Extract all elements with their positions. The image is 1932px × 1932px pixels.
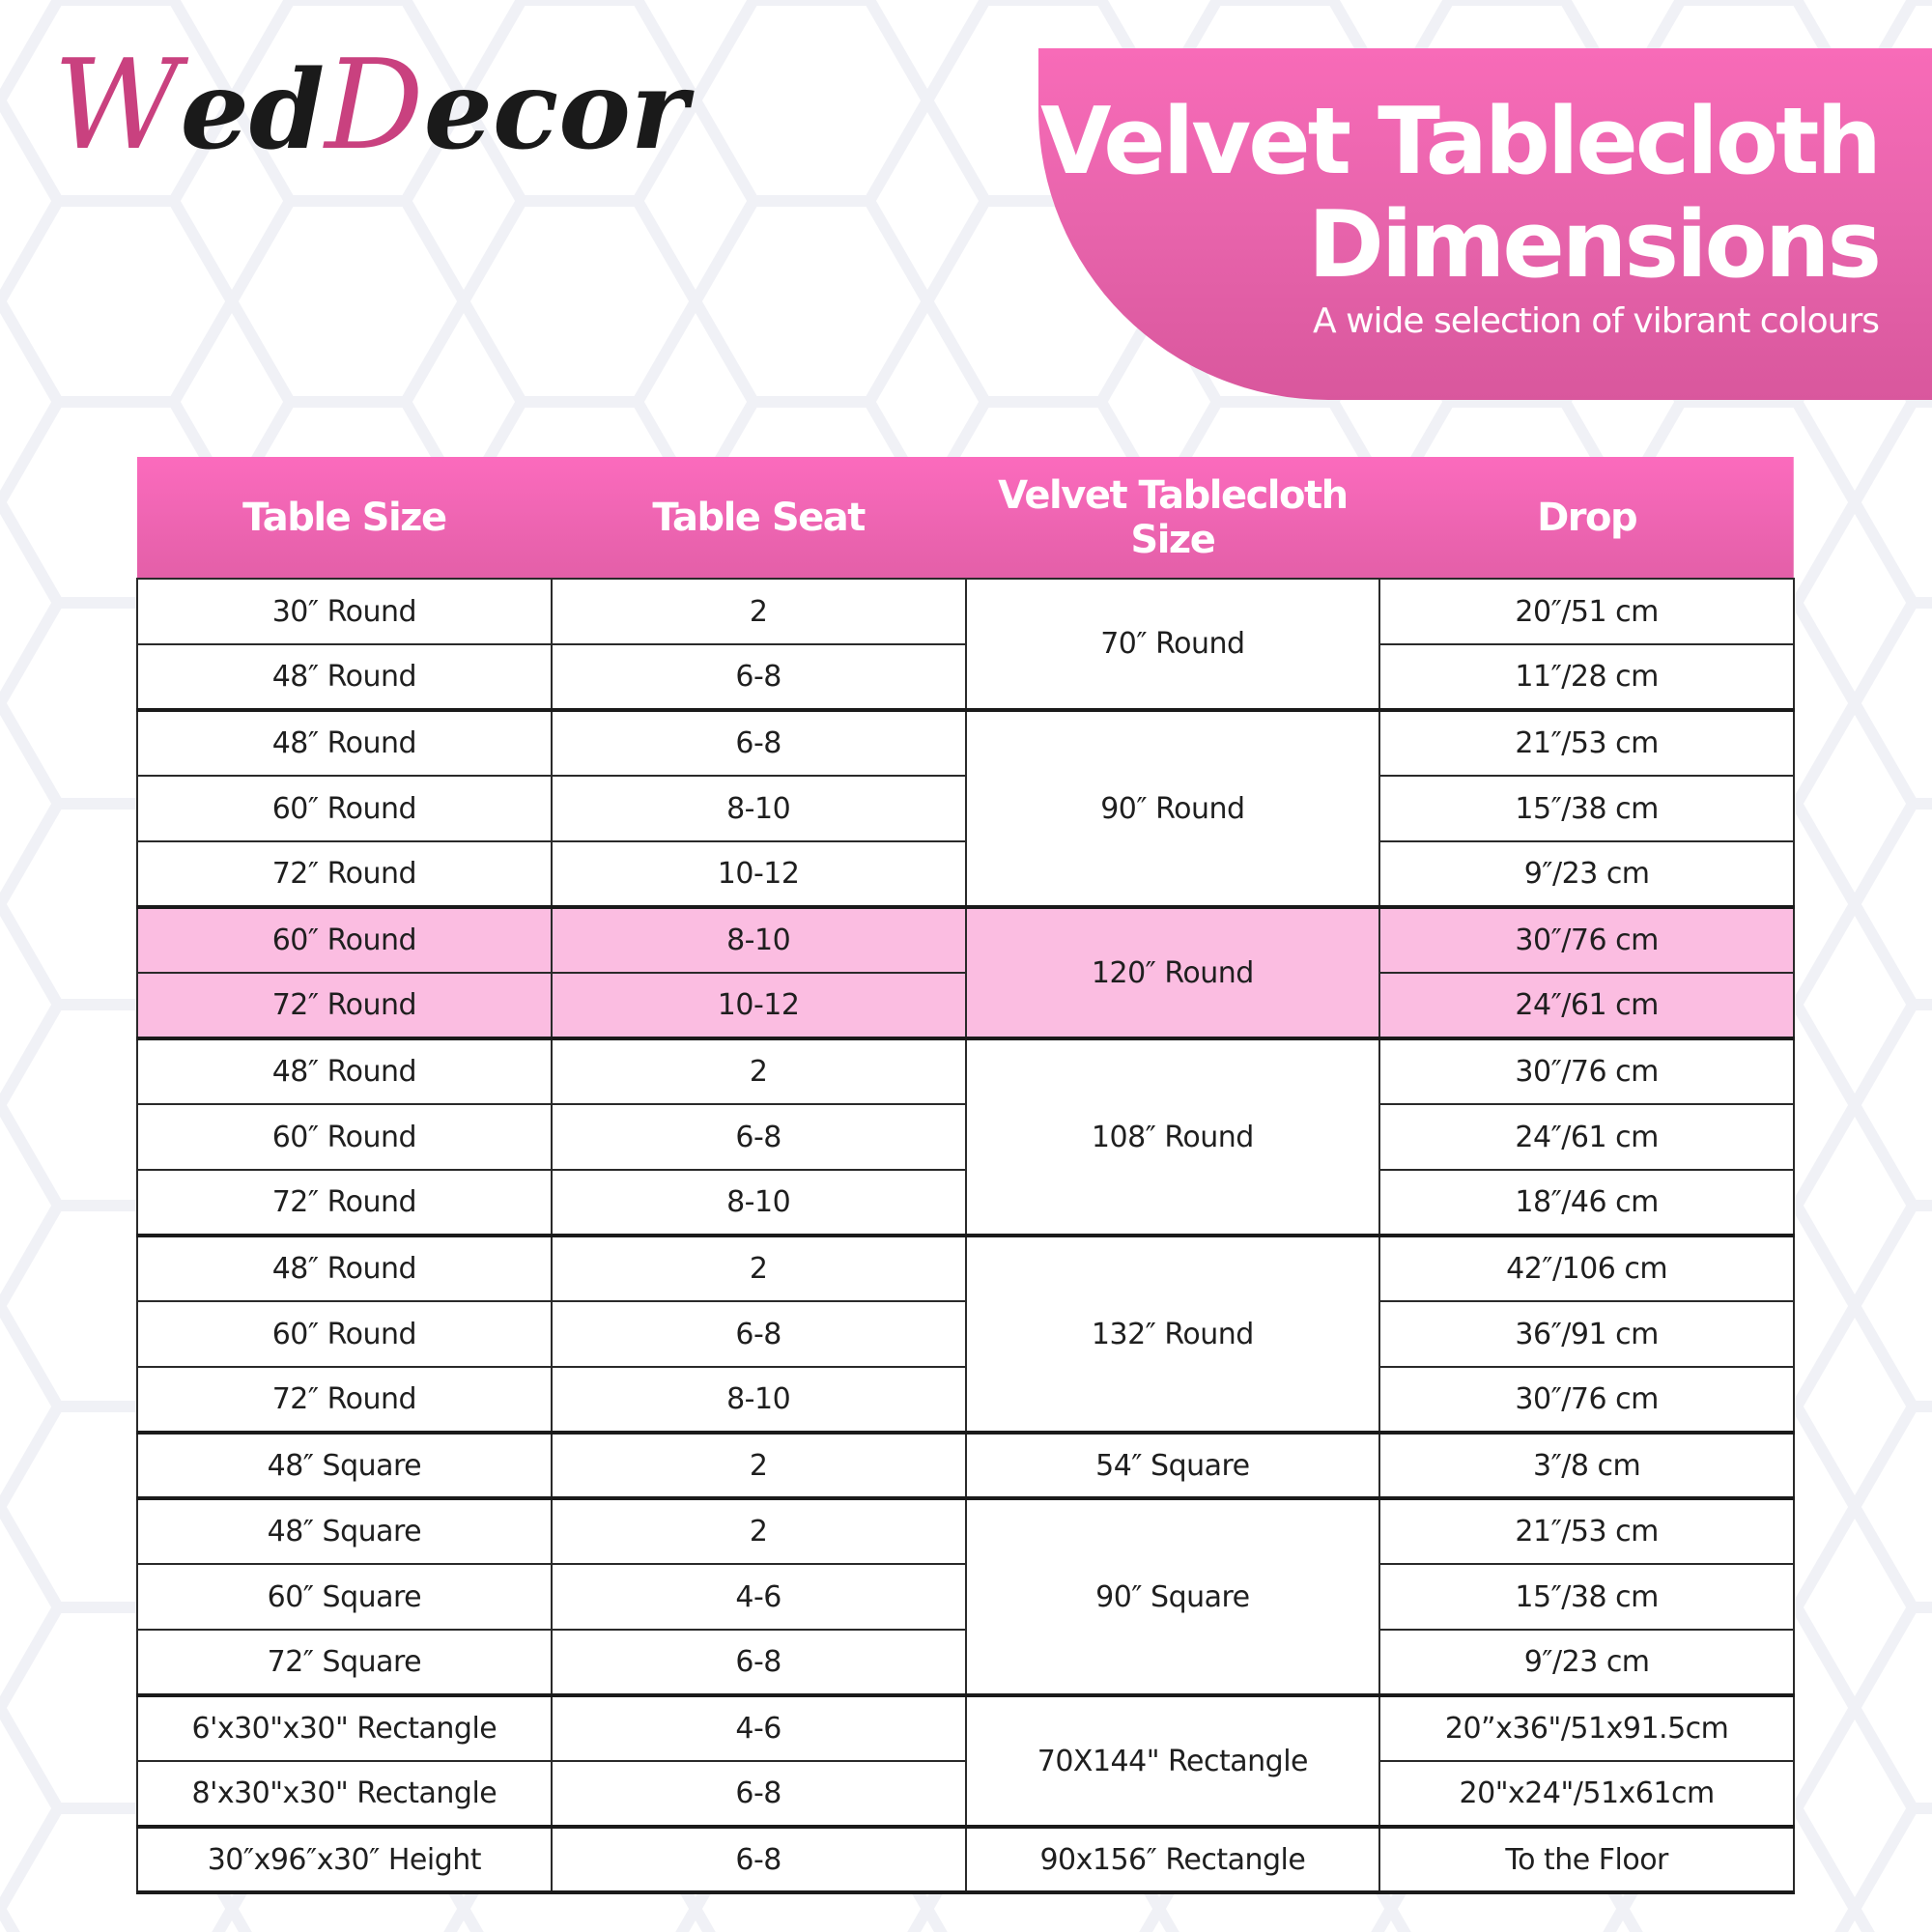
logo-letter-d: D [325,34,424,178]
cell-table-seat: 10-12 [552,841,966,907]
logo-text-ed: ed [180,47,326,174]
cell-velvet-size: 108″ Round [966,1038,1380,1236]
table-row [137,907,1794,973]
logo-text-ecor: ecor [423,47,688,174]
cell-drop: 3″/8 cm [1379,1433,1794,1498]
cell-drop: 11″/28 cm [1379,644,1794,710]
dimensions-table [136,457,1795,1894]
cell-table-seat: 4-6 [552,1695,966,1761]
cell-table-seat: 6-8 [552,1104,966,1170]
cell-table-seat: 6-8 [552,1827,966,1892]
cell-velvet-size: 70X144" Rectangle [966,1695,1380,1827]
header-velvet-size: Velvet Tablecloth Size [998,472,1348,562]
table-row [137,1695,1794,1761]
cell-table-size: 48″ Round [137,710,552,776]
cell-table-size: 60″ Round [137,776,552,841]
cell-velvet-size: 120″ Round [966,907,1380,1038]
table-row [137,1038,1794,1104]
cell-table-seat: 8-10 [552,1170,966,1236]
header-row [137,457,1794,579]
cell-drop: 20”x36"/51x91.5cm [1379,1695,1794,1761]
cell-velvet-size: 90″ Round [966,710,1380,907]
cell-table-seat: 2 [552,1236,966,1301]
cell-table-seat: 2 [552,1038,966,1104]
cell-table-size: 48″ Round [137,1236,552,1301]
table-row [137,1236,1794,1301]
cell-table-size: 48″ Square [137,1498,552,1564]
cell-velvet-size: 90x156″ Rectangle [966,1827,1380,1892]
cell-drop: 21″/53 cm [1379,1498,1794,1564]
cell-table-size: 72″ Square [137,1630,552,1695]
cell-table-size: 8'x30"x30" Rectangle [137,1761,552,1827]
title-banner [1038,48,1932,400]
table-row [137,1827,1794,1892]
cell-velvet-size: 90″ Square [966,1498,1380,1695]
header-table-seat: Table Seat [652,495,865,540]
cell-drop: 9″/23 cm [1379,841,1794,907]
cell-velvet-size: 70″ Round [966,579,1380,710]
cell-table-seat: 2 [552,1498,966,1564]
cell-table-size: 60″ Round [137,1104,552,1170]
cell-table-seat: 2 [552,1433,966,1498]
cell-drop: 18″/46 cm [1379,1170,1794,1236]
page-subtitle: A wide selection of vibrant colours [1313,301,1879,341]
table-row [137,1498,1794,1564]
header-table-size: Table Size [242,495,446,540]
page-title-line-2: Dimensions [1307,192,1879,298]
cell-table-seat: 6-8 [552,644,966,710]
cell-table-size: 30″ Round [137,579,552,644]
header-drop: Drop [1537,495,1637,540]
cell-drop: 42″/106 cm [1379,1236,1794,1301]
table-row [137,579,1794,644]
cell-table-size: 48″ Round [137,644,552,710]
table-row [137,1433,1794,1498]
cell-table-size: 60″ Round [137,907,552,973]
cell-table-seat: 6-8 [552,1630,966,1695]
table-row [137,710,1794,776]
cell-table-size: 60″ Square [137,1564,552,1630]
cell-drop: 15″/38 cm [1379,776,1794,841]
cell-drop: 30″/76 cm [1379,907,1794,973]
cell-drop: 20"x24"/51x61cm [1379,1761,1794,1827]
cell-table-size: 48″ Round [137,1038,552,1104]
cell-drop: 30″/76 cm [1379,1038,1794,1104]
cell-drop: 24″/61 cm [1379,1104,1794,1170]
logo-letter-w: W [53,34,181,178]
cell-table-size: 48″ Square [137,1433,552,1498]
cell-table-seat: 8-10 [552,776,966,841]
cell-table-seat: 10-12 [552,973,966,1038]
cell-table-seat: 2 [552,579,966,644]
cell-drop: 9″/23 cm [1379,1630,1794,1695]
cell-table-seat: 6-8 [552,1301,966,1367]
cell-table-size: 72″ Round [137,973,552,1038]
cell-table-seat: 8-10 [552,907,966,973]
cell-table-size: 72″ Round [137,1170,552,1236]
cell-drop: 30″/76 cm [1379,1367,1794,1433]
cell-velvet-size: 132″ Round [966,1236,1380,1433]
cell-table-seat: 6-8 [552,1761,966,1827]
cell-table-seat: 4-6 [552,1564,966,1630]
cell-drop: 24″/61 cm [1379,973,1794,1038]
cell-drop: To the Floor [1379,1827,1794,1892]
cell-drop: 20″/51 cm [1379,579,1794,644]
brand-logo [53,34,688,178]
cell-velvet-size: 54″ Square [966,1433,1380,1498]
cell-drop: 36″/91 cm [1379,1301,1794,1367]
cell-drop: 15″/38 cm [1379,1564,1794,1630]
cell-table-size: 72″ Round [137,841,552,907]
cell-table-size: 60″ Round [137,1301,552,1367]
table-header [137,457,1794,579]
cell-table-size: 30″x96″x30″ Height [137,1827,552,1892]
table-body [137,579,1794,1892]
cell-table-size: 6'x30"x30" Rectangle [137,1695,552,1761]
page-title-line-1: Velvet Tablecloth [1039,89,1879,195]
cell-table-seat: 6-8 [552,710,966,776]
cell-table-size: 72″ Round [137,1367,552,1433]
cell-drop: 21″/53 cm [1379,710,1794,776]
cell-table-seat: 8-10 [552,1367,966,1433]
